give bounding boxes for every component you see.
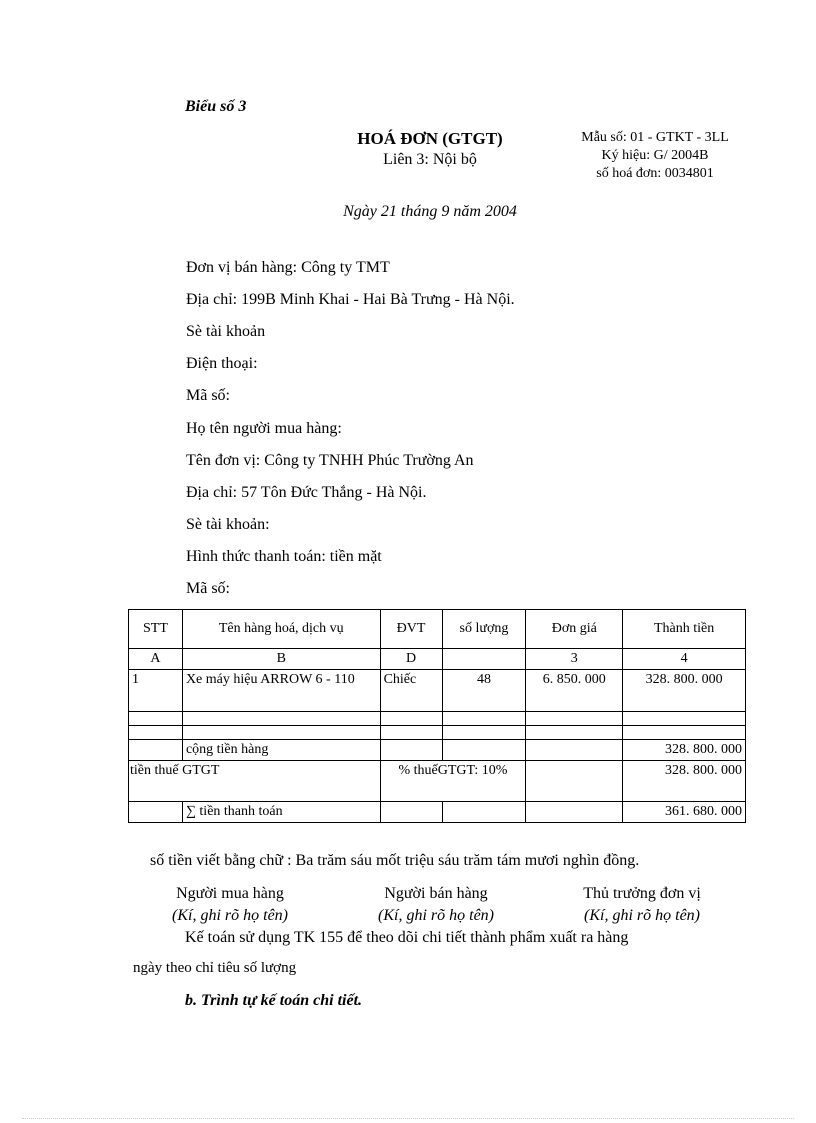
- signature-seller-note: (Kí, ghi rõ họ tên): [378, 907, 494, 924]
- section-heading: b. Trình tự kế toán chi tiết.: [185, 992, 363, 1009]
- code-amount: 4: [623, 649, 746, 670]
- so-hoa-don: số hoá đơn: 0034801: [596, 166, 714, 181]
- header-unit: ĐVT: [380, 610, 442, 649]
- subtotal-value: 328. 800. 000: [623, 740, 746, 761]
- seller-account: Sè tài khoản: [186, 323, 266, 340]
- tax-label: tiền thuế GTGT: [129, 761, 381, 802]
- table-header-row: [129, 610, 746, 649]
- invoice-meta: [575, 129, 735, 183]
- ky-hieu: Ký hiệu: G/ 2004B: [601, 148, 709, 163]
- subtotal-label: cộng tiền hàng: [182, 740, 380, 761]
- item-price: 6. 850. 000: [526, 670, 623, 712]
- item-unit: Chiếc: [380, 670, 442, 712]
- seller-phone: Điện thoại:: [186, 355, 258, 372]
- tax-rate: % thuếGTGT: 10%: [380, 761, 526, 802]
- seller-tax-code: Mã số:: [186, 387, 230, 404]
- buyer-account: Sè tài khoản:: [186, 516, 270, 533]
- seller-address: Địa chỉ: 199B Minh Khai - Hai Bà Trưng - Hà Nội.: [186, 291, 515, 308]
- buyer-address: Địa chỉ: 57 Tôn Đức Thắng - Hà Nội.: [186, 484, 427, 501]
- buyer-tax-code: Mã số:: [186, 580, 230, 597]
- header-name: Tên hàng hoá, dịch vụ: [182, 610, 380, 649]
- header-stt: STT: [129, 610, 183, 649]
- amount-in-words: số tiền viết bằng chữ : Ba trăm sáu mốt triệu sáu trăm tám mươi nghìn đồng.: [150, 852, 640, 869]
- signature-seller: Người bán hàng: [384, 885, 488, 902]
- tax-amount: 328. 800. 000: [623, 761, 746, 802]
- page-bottom-border: [22, 1118, 794, 1119]
- total-value: 361. 680. 000: [623, 802, 746, 823]
- total-label: ∑ tiền thanh toán: [182, 802, 380, 823]
- item-stt: 1: [129, 670, 183, 712]
- buyer-name: Họ tên người mua hàng:: [186, 420, 342, 437]
- invoice-title: HOÁ ĐƠN (GTGT): [357, 129, 503, 148]
- invoice-table: [128, 609, 746, 823]
- paragraph-line-2: ngày theo chỉ tiêu số lượng: [133, 960, 297, 976]
- signature-buyer-note: (Kí, ghi rõ họ tên): [172, 907, 288, 924]
- payment-method: Hình thức thanh toán: tiền mặt: [186, 548, 382, 565]
- header-qty: số lượng: [442, 610, 526, 649]
- header-amount: Thành tiền: [623, 610, 746, 649]
- item-name: Xe máy hiệu ARROW 6 - 110: [182, 670, 380, 712]
- mau-so: Mẫu số: 01 - GTKT - 3LL: [581, 130, 729, 145]
- subtotal-row: [129, 740, 746, 761]
- code-price: 3: [526, 649, 623, 670]
- code-qty: [442, 649, 526, 670]
- table-row-empty: [129, 712, 746, 726]
- code-unit: D: [380, 649, 442, 670]
- signature-director-note: (Kí, ghi rõ họ tên): [584, 907, 700, 924]
- buyer-company: Tên đơn vị: Công ty TNHH Phúc Trường An: [186, 452, 474, 469]
- paragraph-line-1: Kế toán sử dụng TK 155 để theo dõi chi tiết thành phẩm xuất ra hàng: [185, 929, 629, 946]
- item-qty: 48: [442, 670, 526, 712]
- item-amount: 328. 800. 000: [623, 670, 746, 712]
- total-row: [129, 802, 746, 823]
- tax-row: [129, 761, 746, 802]
- header-price: Đơn giá: [526, 610, 623, 649]
- table-row: [129, 670, 746, 712]
- code-name: B: [182, 649, 380, 670]
- table-row-empty: [129, 726, 746, 740]
- invoice-copy: Liên 3: Nội bộ: [383, 151, 477, 168]
- table-code-row: [129, 649, 746, 670]
- form-number: Biểu số 3: [185, 98, 247, 115]
- signature-director: Thủ trưởng đơn vị: [583, 885, 701, 902]
- code-stt: A: [129, 649, 183, 670]
- signature-buyer: Người mua hàng: [176, 885, 284, 902]
- invoice-date: Ngày 21 tháng 9 năm 2004: [343, 203, 517, 220]
- seller-name: Đơn vị bán hàng: Công ty TMT: [186, 259, 390, 276]
